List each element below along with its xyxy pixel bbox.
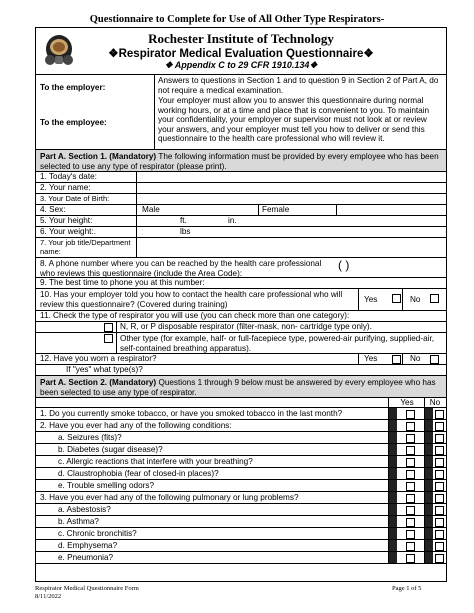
s2-no-checkbox[interactable]: [435, 482, 444, 491]
q11b-row: [36, 333, 446, 354]
s2-question-row: [36, 540, 446, 552]
s2-question-row: [36, 552, 446, 564]
q12-no-checkbox[interactable]: [430, 355, 439, 364]
s2-question-label: c. Chronic bronchitis?: [58, 529, 137, 538]
s2-no-checkbox[interactable]: [435, 434, 444, 443]
s2-no-checkbox[interactable]: [435, 446, 444, 455]
q9-label: 9. The best time to phone you at this number:: [40, 278, 205, 287]
phone-area-code[interactable]: ( ): [338, 258, 350, 272]
s2-question-row: [36, 456, 446, 468]
q11a-label: N, R, or P disposable respirator (filter-mask, non- cartridge type only).: [120, 322, 372, 331]
section2-desc: Questions 1 through 9 below must be answered by every employee who has been selected to use any type of respirator.: [40, 378, 436, 397]
s2-question-row: [36, 420, 446, 432]
height-in-unit: in.: [228, 216, 237, 225]
q10-no-label: No: [410, 295, 421, 304]
s2-question-row: [36, 432, 446, 444]
s2-yes-checkbox[interactable]: [406, 410, 415, 419]
height-ft-unit: ft.: [180, 216, 187, 225]
section1-desc: The following information must be provided by every employee who has been selected to use any type of respirator (please print).: [40, 152, 439, 171]
q12-no-label: No: [410, 354, 421, 363]
s2-question-row: [36, 528, 446, 540]
employee-label: To the employee:: [40, 118, 107, 127]
q6-label: 6. Your weight:.: [40, 227, 96, 236]
q7-label: 7. Your job title/Department name:: [40, 238, 131, 256]
q10-yes-checkbox[interactable]: [392, 294, 401, 303]
s2-no-checkbox[interactable]: [435, 506, 444, 515]
footer-left: [35, 585, 139, 600]
q3-row[interactable]: [36, 194, 446, 205]
section2-answer-header: [36, 398, 446, 408]
q4-row: [36, 205, 446, 216]
s2-yes-checkbox[interactable]: [406, 422, 415, 431]
q3-label: 3. Your Date of Birth:: [40, 194, 110, 203]
q8-label: 8. A phone number where you can be reached by the health care professional who reviews this questionnaire (include the Area Code):: [40, 259, 322, 278]
s2-question-row: [36, 408, 446, 420]
s2-yes-checkbox[interactable]: [406, 446, 415, 455]
form-title: ❖Respirator Medical Evaluation Questionnaire❖: [108, 48, 374, 60]
q11-row: [36, 311, 446, 322]
footer-date: 8/11/2022: [35, 592, 62, 600]
s2-question-label: e. Pneumonia?: [58, 553, 114, 562]
q2-row[interactable]: [36, 183, 446, 194]
s2-yes-checkbox[interactable]: [406, 434, 415, 443]
form-frame: [35, 27, 447, 582]
section1-header: [36, 150, 446, 172]
s2-no-checkbox[interactable]: [435, 518, 444, 527]
employer-text: Answers to questions in Section 1 and to question 9 in Section 2 of Part A, do not require a medical examination.: [158, 76, 439, 95]
q1-row[interactable]: [36, 172, 446, 183]
q11-label: 11. Check the type of respirator you will use (you can check more than one category):: [40, 311, 350, 320]
s2-no-checkbox[interactable]: [435, 410, 444, 419]
footer-page: Page 1 of 5: [392, 585, 422, 592]
s2-question-label: 1. Do you currently smoke tobacco, or have you smoked tobacco in the last month?: [40, 409, 343, 418]
s2-yes-checkbox[interactable]: [406, 470, 415, 479]
s2-yes-checkbox[interactable]: [406, 482, 415, 491]
q10-label: 10. Has your employer told you how to contact the health care professional who will review this questionnaire? (Covered during training): [40, 290, 343, 309]
s2-question-row: [36, 492, 446, 504]
s2-yes-checkbox[interactable]: [406, 542, 415, 551]
s2-no-checkbox[interactable]: [435, 422, 444, 431]
section2-title: Part A. Section 2. (Mandatory): [40, 378, 157, 387]
s2-yes-checkbox[interactable]: [406, 554, 415, 563]
s2-question-label: 2. Have you ever had any of the following conditions:: [40, 421, 232, 430]
employee-text: Your employer must allow you to answer this questionnaire during normal working hours, or at a time and place that is convenient to you. To maintain your confidentiality, your employer or supervisor must not look at or review your answers, and your employer must tell you how to deliver or send this questionnaire to the health care professional who will review it.: [158, 96, 430, 144]
q9-row[interactable]: [36, 278, 446, 289]
q10-yes-label: Yes: [364, 295, 378, 304]
s2-yes-checkbox[interactable]: [406, 506, 415, 515]
q1-label: 1. Today's date:: [40, 172, 97, 181]
s2-no-checkbox[interactable]: [435, 494, 444, 503]
q12-row: [36, 354, 446, 365]
s2-question-label: a. Seizures (fits)?: [58, 433, 122, 442]
q12-label: 12. Have you worn a respirator?: [40, 354, 157, 363]
q12-yes-checkbox[interactable]: [392, 355, 401, 364]
s2-question-row: [36, 444, 446, 456]
q4-label: 4. Sex:: [40, 205, 66, 214]
q7-row[interactable]: [36, 238, 446, 258]
top-note: Questionnaire to Complete for Use of All Other Type Respirators-: [89, 14, 385, 25]
q11a-row: [36, 322, 446, 333]
s2-question-label: b. Asthma?: [58, 517, 99, 526]
q10-row: [36, 289, 446, 311]
s2-question-label: d. Claustrophobia (fear of closed-in places)?: [58, 469, 219, 478]
footer-form-name: Respirator Medical Questionnaire Form: [35, 585, 139, 592]
q5-label: 5. Your height:: [40, 216, 93, 225]
s2-yes-header: Yes: [400, 398, 414, 407]
s2-question-label: c. Allergic reactions that interfere with your breathing?: [58, 457, 253, 466]
q6-row: [36, 227, 446, 238]
s2-no-header: No: [429, 398, 441, 407]
s2-yes-checkbox[interactable]: [406, 494, 415, 503]
s2-no-checkbox[interactable]: [435, 470, 444, 479]
s2-question-row: [36, 516, 446, 528]
s2-yes-checkbox[interactable]: [406, 518, 415, 527]
q8-row[interactable]: [36, 258, 446, 278]
appendix-ref: ❖ Appendix C to 29 CFR 1910.134❖: [164, 60, 318, 70]
s2-question-label: b. Diabetes (sugar disease)?: [58, 445, 163, 454]
female-option[interactable]: Female: [262, 205, 290, 214]
s2-yes-checkbox[interactable]: [406, 458, 415, 467]
q11a-checkbox[interactable]: [104, 323, 113, 332]
q10-no-checkbox[interactable]: [430, 294, 439, 303]
employer-label: To the employer:: [40, 83, 106, 92]
s2-no-checkbox[interactable]: [435, 554, 444, 563]
s2-no-checkbox[interactable]: [435, 458, 444, 467]
q2-label: 2. Your name:: [40, 183, 91, 192]
q12b-row[interactable]: [36, 365, 446, 376]
s2-question-row: [36, 504, 446, 516]
q12-yes-label: Yes: [364, 354, 378, 363]
section2-header: [36, 376, 446, 398]
intro-block: [36, 74, 446, 150]
s2-question-label: 3. Have you ever had any of the following pulmonary or lung problems?: [40, 493, 299, 502]
s2-question-row: [36, 480, 446, 492]
s2-question-row: [36, 468, 446, 480]
q11b-label: Other type (for example, half- or full-facepiece type, powered-air purifying, supplied-air, self-contained breathing apparatus).: [120, 334, 435, 353]
section1-title: Part A. Section 1. (Mandatory): [40, 152, 157, 161]
s2-no-checkbox[interactable]: [435, 530, 444, 539]
s2-yes-checkbox[interactable]: [406, 530, 415, 539]
s2-question-label: e. Trouble smelling odors?: [58, 481, 155, 490]
weight-unit: lbs: [180, 227, 191, 236]
q12b-label: If "yes" what type(s)?: [66, 365, 143, 374]
form-header: [36, 28, 446, 75]
institution-name: Rochester Institute of Technology: [148, 31, 334, 46]
s2-question-label: d. Emphysema?: [58, 541, 118, 550]
male-option[interactable]: Male: [142, 205, 160, 214]
s2-no-checkbox[interactable]: [435, 542, 444, 551]
s2-question-label: a. Asbestosis?: [58, 505, 111, 514]
q11b-checkbox[interactable]: [104, 334, 113, 343]
q5-row: [36, 216, 446, 227]
